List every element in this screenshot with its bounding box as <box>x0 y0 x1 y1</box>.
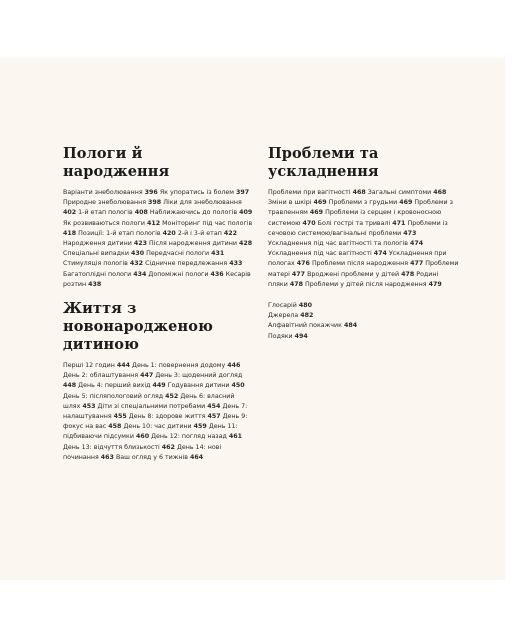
contents-entry <box>63 250 144 257</box>
contents-entry <box>146 250 224 257</box>
contents-entry-page: 412 <box>146 219 161 227</box>
contents-entry <box>78 230 176 237</box>
contents-entry-page: 453 <box>82 402 96 410</box>
contents-entry-page: 444 <box>116 362 131 370</box>
contents-entry-page: 448 <box>63 382 77 390</box>
contents-entry <box>268 240 423 247</box>
back-matter-page: 482 <box>300 312 314 320</box>
contents-entry-page: 433 <box>229 260 243 268</box>
back-matter-entry <box>268 321 460 331</box>
contents-entry-page: 434 <box>133 270 147 278</box>
contents-entry <box>63 240 147 247</box>
contents-entry <box>63 444 175 451</box>
contents-entry-page: 464 <box>190 453 204 461</box>
contents-entry-page: 418 <box>63 229 77 237</box>
contents-entry-title: Проблеми при вагітності <box>268 189 351 196</box>
contents-entry-title: Після народження дитини <box>148 240 237 248</box>
section-heading-labour: Пологи й народження <box>63 145 170 180</box>
contents-entry <box>268 250 387 257</box>
contents-entry-page: 469 <box>313 199 327 207</box>
back-matter-entry <box>268 301 460 311</box>
contents-entry-title: Ускладнення під час вагітності <box>268 250 372 258</box>
contents-entry-title: День 14: нові починання <box>63 443 222 461</box>
back-matter-entry <box>268 332 460 342</box>
contents-entry-title: Ускладнення під час вагітності та пологів <box>268 240 408 248</box>
contents-entry-title: День 1: повернення додому <box>132 362 226 370</box>
back-matter-title: Глосарій <box>268 302 297 310</box>
contents-entry-page: 430 <box>130 250 145 258</box>
back-matter-title: Подяки <box>268 332 293 340</box>
back-matter-page: 494 <box>294 332 308 340</box>
contents-entry-title: День 3: щоденний догляд <box>155 372 243 380</box>
contents-entry-title: День 13: відчуття близькості <box>63 443 160 451</box>
contents-paragraph-problems <box>268 188 460 290</box>
back-matter-title: Алфавітний покажчик <box>268 322 342 330</box>
contents-entry <box>63 260 143 267</box>
contents-entry <box>149 240 252 247</box>
contents-entry-page: 397 <box>236 189 250 196</box>
contents-entry-page: 431 <box>211 250 225 258</box>
contents-entry <box>116 454 203 461</box>
contents-entry-page: 463 <box>100 453 114 461</box>
contents-entry-page: 402 <box>63 209 77 217</box>
contents-entry-title: Проблеми з травленням <box>268 199 453 217</box>
contents-entry-page: 477 <box>291 270 306 278</box>
contents-entry-page: 469 <box>309 209 324 217</box>
contents-entry-page: 459 <box>193 423 207 431</box>
contents-entry-title: Діти зі спеціальними потребами <box>97 402 206 410</box>
contents-entry <box>150 209 252 216</box>
contents-entry-title: Народження дитини <box>63 240 132 248</box>
contents-entry <box>151 433 242 440</box>
contents-entry-page: 470 <box>302 219 316 227</box>
contents-entry-title: День 6: власний шлях <box>63 392 235 410</box>
contents-entry-page: 474 <box>373 250 387 258</box>
contents-paragraph-newborn <box>63 361 253 463</box>
back-matter-page: 480 <box>298 302 313 310</box>
contents-entry <box>168 382 245 389</box>
contents-entry-title: Ліки для знеболювання <box>163 199 242 207</box>
contents-entry-page: 474 <box>409 240 424 248</box>
contents-entry-page: 436 <box>210 270 224 278</box>
contents-entry-page: 447 <box>140 372 154 380</box>
contents-entry-title: День 2: облаштування <box>63 372 139 380</box>
contents-entry <box>129 413 221 420</box>
contents-entry-title: Спеціальні випадки <box>63 250 129 258</box>
contents-entry-title: Перші 12 годин <box>63 362 115 370</box>
contents-entry <box>368 189 447 196</box>
back-matter-title: Джерела <box>268 312 299 320</box>
contents-entry-title: Багатоплідні пологи <box>63 270 132 278</box>
contents-entry-page: 450 <box>231 382 245 390</box>
contents-entry <box>63 393 178 400</box>
contents-entry <box>78 209 148 216</box>
contents-entry-title: Зміни в шкірі <box>268 199 312 207</box>
contents-entry-page: 468 <box>433 189 447 196</box>
contents-entry-title: Загальні симптоми <box>367 189 432 196</box>
contents-entry-page: 423 <box>133 240 147 248</box>
contents-entry-page: 473 <box>403 229 417 237</box>
contents-entry-title: Проблеми після народження <box>311 260 409 268</box>
contents-entry <box>63 189 158 196</box>
contents-entry-title: Родині пляки <box>268 270 439 288</box>
contents-entry <box>160 189 249 196</box>
contents-entry <box>145 260 242 267</box>
contents-entry-page: 469 <box>399 199 413 207</box>
contents-entry-page: 396 <box>144 189 158 196</box>
contents-entry-page: 457 <box>207 413 221 421</box>
contents-entry-page: 462 <box>161 443 175 451</box>
contents-entry <box>318 220 406 227</box>
contents-entry-title: 1-й етап пологів <box>78 209 133 217</box>
contents-paragraph-labour <box>63 188 253 290</box>
contents-entry <box>268 199 327 206</box>
contents-entry-page: 477 <box>410 260 424 268</box>
contents-entry <box>63 271 146 278</box>
contents-entry-title: Ваш огляд у 6 тижнів <box>115 453 188 461</box>
contents-entry-title: Проблеми матері <box>268 260 459 278</box>
contents-entry <box>329 199 413 206</box>
contents-entry-page: 458 <box>108 423 122 431</box>
contents-entry <box>148 271 223 278</box>
contents-entry <box>63 199 161 206</box>
contents-entry-title: Стимуляція пологів <box>63 260 128 268</box>
contents-entry-page: 449 <box>152 382 166 390</box>
section-heading-newborn: Життя з новонародженою дитиною <box>63 300 213 354</box>
contents-entry-page: 452 <box>165 392 179 400</box>
contents-entry-page: 454 <box>207 402 221 410</box>
back-matter-page: 484 <box>343 322 358 330</box>
back-matter-entry <box>268 311 460 321</box>
contents-entry <box>268 189 366 196</box>
contents-entry-page: 432 <box>129 260 144 268</box>
contents-entry-title: Проблеми із сечовою системою/вагінальні проблеми <box>268 219 448 237</box>
contents-entry-title: Проблеми з грудьми <box>328 199 398 207</box>
contents-entry-title: Як розвиваються пологи <box>63 219 145 227</box>
contents-entry-title: День 8: здорове життя <box>128 413 206 421</box>
contents-entry-title: Як упоратись із болем <box>159 189 234 196</box>
contents-entry <box>132 362 240 369</box>
contents-entry-page: 408 <box>134 209 148 217</box>
contents-entry-page: 438 <box>88 280 102 288</box>
contents-entry-title: Передчасні пологи <box>146 250 210 258</box>
contents-entry-title: Болі гострі та тривалі <box>317 219 391 227</box>
contents-entry-page: 468 <box>352 189 366 196</box>
contents-entry-page: 428 <box>238 240 253 248</box>
contents-entry-page: 422 <box>223 229 237 237</box>
contents-entry-page: 476 <box>296 260 310 268</box>
contents-entry-title: 2-й і 3-й етап <box>177 229 222 237</box>
contents-entry-page: 471 <box>392 219 406 227</box>
contents-entry-title: Вроджені проблеми у дітей <box>307 270 400 278</box>
contents-left-column <box>63 145 253 463</box>
contents-entry-title: День 9: фокус на вас <box>63 413 248 431</box>
contents-entry <box>123 423 206 430</box>
contents-entry-title: Природне знеболювання <box>63 199 147 207</box>
contents-entry-page: 409 <box>239 209 253 217</box>
section-heading-problems: Проблеми та ускладнення <box>268 145 379 180</box>
contents-entry-page: 460 <box>135 433 150 441</box>
contents-entry-page: 461 <box>228 433 243 441</box>
contents-entry <box>63 372 153 379</box>
contents-entry-page: 398 <box>148 199 162 207</box>
contents-entry-page: 420 <box>162 229 176 237</box>
contents-entry-title: Сідничне передлежання <box>145 260 228 268</box>
contents-entry <box>305 281 442 288</box>
contents-entry-title: День 4: перший вихід <box>78 382 151 390</box>
contents-entry-title: Позиції: 1-й етап пологів <box>78 229 161 237</box>
contents-entry-title: День 12: погляд назад <box>151 433 227 441</box>
contents-entry-title: День 11: підбиваючи підсумки <box>63 423 238 441</box>
contents-entry <box>312 260 423 267</box>
contents-entry-title: Проблеми у дітей після народження <box>305 280 427 288</box>
contents-entry-title: Ускладнення при пологах <box>268 250 447 268</box>
contents-entry-title: Проблеми із серцем і кровоносною системою <box>268 209 442 227</box>
contents-entry-page: 479 <box>428 280 442 288</box>
contents-entry <box>63 362 130 369</box>
contents-entry-page: 478 <box>401 270 415 278</box>
contents-entry-page: 455 <box>113 413 127 421</box>
back-matter-list <box>268 301 460 342</box>
contents-entry-title: День 5: післяпологовий огляд <box>63 392 164 400</box>
contents-entry <box>307 271 414 278</box>
contents-entry-page: 478 <box>289 280 303 288</box>
contents-entry-title: Моніторинг під час пологів <box>162 219 253 227</box>
contents-entry-page: 446 <box>227 362 241 370</box>
contents-entry <box>78 382 166 389</box>
contents-entry-title: Кесарів розтин <box>63 270 251 288</box>
contents-entry <box>178 230 237 237</box>
contents-entry-title: Годування дитини <box>167 382 230 390</box>
contents-right-column <box>268 145 460 342</box>
contents-entry <box>63 220 160 227</box>
contents-entry-title: Варіанти знеболювання <box>63 189 143 196</box>
contents-entry-title: Допоміжні пологи <box>148 270 209 278</box>
contents-entry <box>98 403 221 410</box>
contents-entry-title: Наближаючись до пологів <box>149 209 238 217</box>
contents-entry-title: День 7: налаштування <box>63 402 248 421</box>
contents-entry-title: День 10: час дитини <box>123 423 192 431</box>
